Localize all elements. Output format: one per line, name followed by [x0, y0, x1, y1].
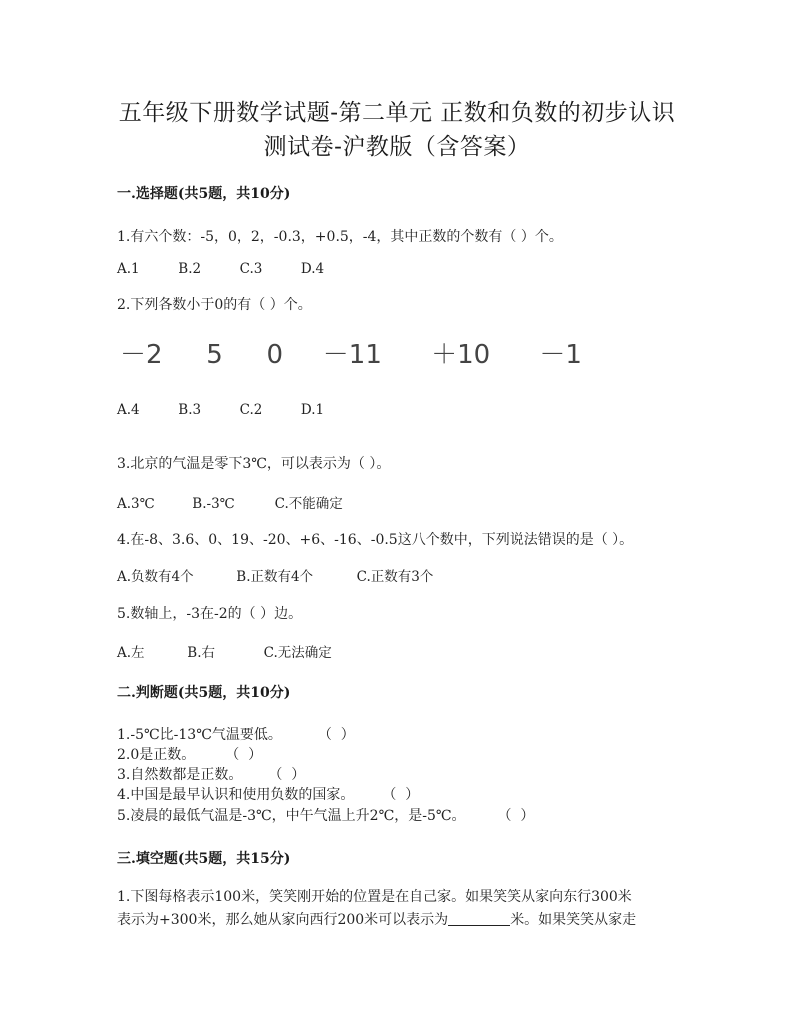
judge-item-text: 2.0是正数。 [117, 747, 196, 763]
q3-option-b: B.-3℃ [192, 496, 235, 512]
q3-options [117, 492, 343, 512]
q2-number: －11 [322, 340, 382, 370]
fill-q1-line2-start: 表示为+300米，那么她从家向西行200米可以表示为 [117, 912, 449, 928]
q2-number: 5 [206, 340, 223, 370]
q1-option-d: D.4 [300, 261, 325, 277]
q5-options [117, 641, 332, 661]
answer-paren: （ ） [268, 767, 306, 783]
answer-paren: （ ） [382, 787, 420, 803]
q2-number: 0 [266, 340, 284, 370]
q4-option-b: B.正数有4个 [236, 569, 314, 585]
q5-option-a: A.左 [117, 645, 145, 661]
judge-item-text: 4.中国是最早认识和使用负数的国家。 [117, 787, 355, 803]
judge-item [117, 724, 355, 744]
judge-item-text: 5.凌晨的最低气温是-3℃，中午气温上升2℃，是-5℃。 [117, 808, 466, 824]
q3-option-c: C.不能确定 [274, 496, 343, 512]
q2-number: －1 [539, 340, 582, 370]
q2-option-a: A.4 [117, 402, 140, 418]
judge-item-text: 3.自然数都是正数。 [117, 767, 243, 783]
judge-item [117, 805, 534, 825]
fill-q1 [117, 886, 677, 932]
judge-item [117, 784, 419, 804]
q3-text: 3.北京的气温是零下3℃，可以表示为（ ）。 [117, 456, 391, 472]
fill-q1-line2 [117, 909, 677, 932]
q2-option-c: C.2 [239, 402, 263, 418]
page-title-line2: 测试卷-沪教版（含答案） [263, 134, 531, 160]
q1-option-a: A.1 [117, 261, 140, 277]
answer-paren: （ ） [497, 808, 535, 824]
q4-option-c: C.正数有3个 [356, 569, 434, 585]
q2-number: －2 [120, 340, 163, 370]
section3-heading: 三.填空题(共5题，共15分) [117, 851, 291, 867]
q2-text: 2.下列各数小于0的有（ ）个。 [117, 297, 312, 313]
section2-heading: 二.判断题(共5题，共10分) [117, 685, 291, 701]
q1-option-c: C.3 [239, 261, 263, 277]
q5-option-c: C.无法确定 [263, 645, 332, 661]
q2-number-list [120, 334, 582, 371]
q4-option-a: A.负数有4个 [117, 569, 194, 585]
answer-paren: （ ） [225, 747, 263, 763]
q2-options [117, 402, 324, 418]
judge-item [117, 764, 305, 784]
page-title-line1: 五年级下册数学试题-第二单元 正数和负数的初步认识 [118, 100, 676, 126]
q3-option-a: A.3℃ [117, 496, 155, 512]
q4-text: 4.在-8、3.6、0、19、-20、+6、-16、-0.5这八个数中，下列说法错误的是（ ）。 [117, 532, 634, 548]
answer-blank [448, 911, 510, 926]
judge-item-text: 1.-5℃比-13℃气温要低。 [117, 727, 282, 743]
answer-paren: （ ） [317, 727, 355, 743]
q2-option-b: B.3 [178, 402, 202, 418]
q4-options [117, 565, 433, 585]
fill-q1-line1: 1.下图每格表示100米，笑笑刚开始的位置是在自己家。如果笑笑从家向东行300米 [117, 889, 632, 905]
section1-heading: 一.选择题(共5题，共10分) [117, 186, 291, 202]
q1-options [117, 261, 324, 277]
q5-text: 5.数轴上，-3在-2的（ ）边。 [117, 606, 303, 622]
q1-option-b: B.2 [178, 261, 202, 277]
q1-text: 1.有六个数：-5，0，2，-0.3，+0.5，-4，其中正数的个数有（ ）个。 [117, 229, 563, 245]
fill-q1-line2-end: 米。如果笑笑从家走 [510, 912, 637, 928]
q5-option-b: B.右 [187, 645, 216, 661]
q2-option-d: D.1 [300, 402, 325, 418]
q2-number: ＋10 [431, 340, 491, 370]
judge-item [117, 744, 262, 764]
